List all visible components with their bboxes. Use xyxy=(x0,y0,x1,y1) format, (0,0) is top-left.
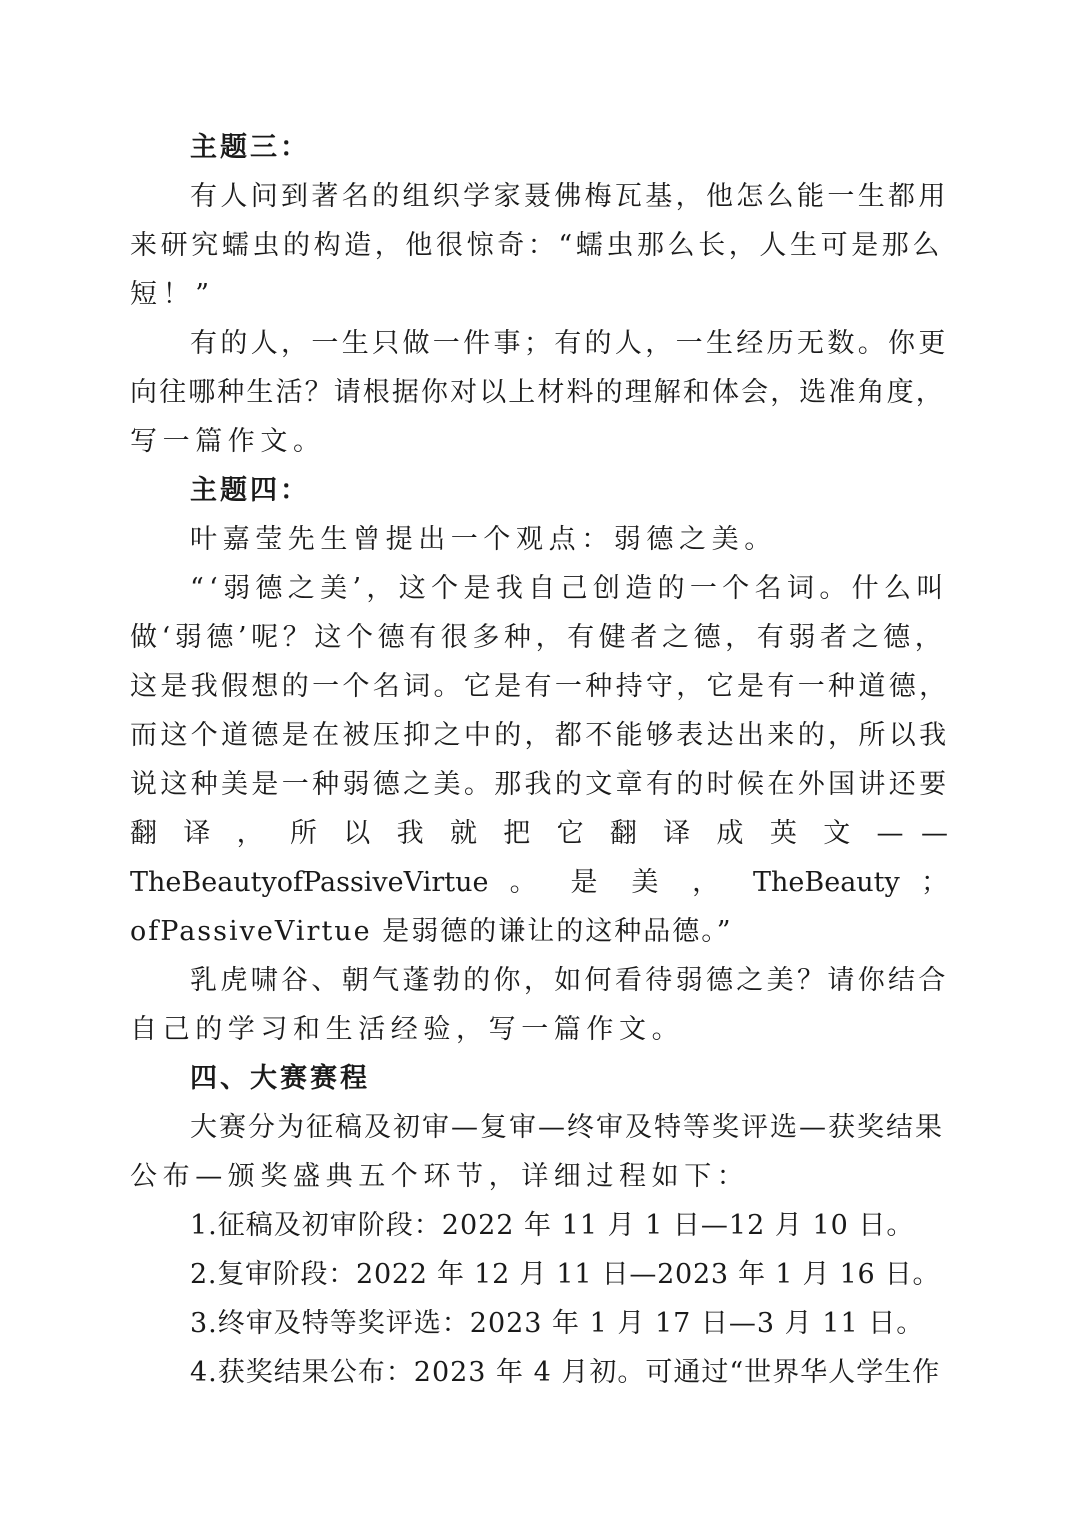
section4-intro-line1: 大赛分为征稿及初审—复审—终审及特等奖评选—获奖结果 xyxy=(190,1112,944,1143)
theme4-p2-line2: 做‘弱德’呢？这个德有很多种，有健者之德，有弱者之德， xyxy=(130,622,947,653)
theme3-p1-line3: 短！” xyxy=(130,279,215,310)
theme4-heading: 主题四： xyxy=(190,475,310,506)
schedule-item-2: 2.复审阶段：2022 年 12 月 11 日—2023 年 1 月 16 日。 xyxy=(190,1259,941,1290)
schedule-item-3: 3.终审及特等奖评选：2023 年 1 月 17 日—3 月 11 日。 xyxy=(190,1308,925,1339)
theme4-p2-line1: “‘弱德之美’，这个是我自己创造的一个名词。什么叫 xyxy=(190,573,949,604)
theme3-heading: 主题三： xyxy=(190,132,310,163)
schedule-item-1: 1.征稿及初审阶段：2022 年 11 月 1 日—12 月 10 日。 xyxy=(190,1210,915,1241)
theme4-p1-line1: 叶嘉莹先生曾提出一个观点：弱德之美。 xyxy=(190,524,777,555)
theme4-p2-line6: 翻 译 ， 所 以 我 就 把 它 翻 译 成 英 文 — — xyxy=(130,818,948,849)
theme3-p1-line2: 来研究蠕虫的构造，他很惊奇：“蠕虫那么长，人生可是那么 xyxy=(130,230,944,261)
theme3-p2-line3: 写一篇作文。 xyxy=(130,426,326,457)
theme4-p2-line3: 这是我假想的一个名词。它是有一种持守，它是有一种道德， xyxy=(130,671,950,702)
theme3-p2-line2: 向往哪种生活？请根据你对以上材料的理解和体会，选准角度， xyxy=(130,377,945,408)
schedule-item-4: 4.获奖结果公布：2023 年 4 月初。可通过“世界华人学生作 xyxy=(190,1357,941,1388)
theme3-p1-line1: 有人问到著名的组织学家聂佛梅瓦基，他怎么能一生都用 xyxy=(190,181,949,212)
theme4-p2-line5: 说这种美是一种弱德之美。那我的文章有的时候在外国讲还要 xyxy=(130,769,950,800)
theme4-p2-line8: ofPassiveVirtue 是弱德的谦让的这种品德。” xyxy=(130,916,733,947)
theme4-p3-line1: 乳虎啸谷、朝气蓬勃的你，如何看待弱德之美？请你结合 xyxy=(190,965,949,996)
section4-heading: 四、大赛赛程 xyxy=(190,1063,370,1094)
theme4-p3-line2: 自己的学习和生活经验，写一篇作文。 xyxy=(130,1014,685,1045)
theme3-p2-line1: 有的人，一生只做一件事；有的人，一生经历无数。你更 xyxy=(190,328,949,359)
theme4-p2-line4: 而这个道德是在被压抑之中的，都不能够表达出来的，所以我 xyxy=(130,720,950,751)
theme4-p2-line7: TheBeautyofPassiveVirtue 。 是 美 ， TheBeauty ； xyxy=(130,867,948,898)
section4-intro-line2: 公布—颁奖盛典五个环节，详细过程如下： xyxy=(130,1161,750,1192)
